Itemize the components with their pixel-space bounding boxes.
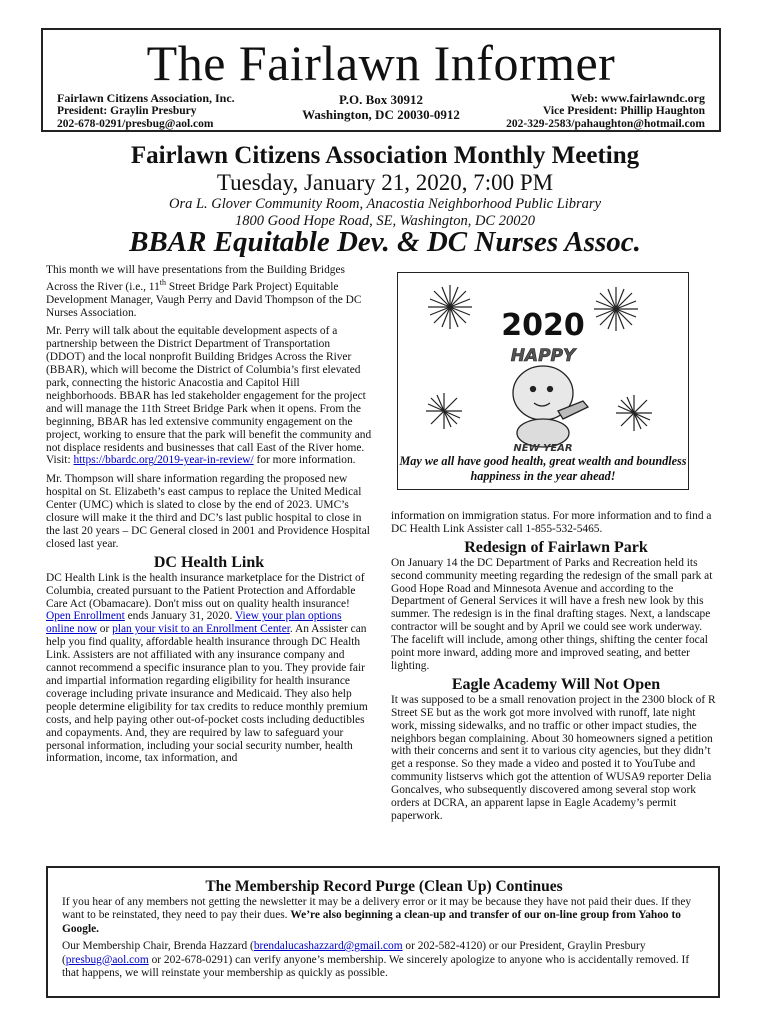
bbar-paragraph-3: Mr. Thompson will share information regarding the proposed new hospital on St. Elizabeth’s east campus to replace the United Medical Center (UMC) which is slated to close by the end of 2023. UMC’s closure will make it the third and DC’s last public hospital to close in the last 20 years – DC General closed in 2001 and Providence Hospital closed last year. bbox=[46, 473, 370, 550]
membership-paragraph-2: Our Membership Chair, Brenda Hazzard (brendalucashazzard@gmail.com or 202-582-4120) or our President, Graylin Presbury (presbug@aol.com or 202-678-0291) can verify anyone’s membership. We sincerely apologize to anyone who is accidentally removed. If that happens, we will reinstate your membership as quickly as possible. bbox=[62, 940, 690, 979]
city-zip: Washington, DC 20030-0912 bbox=[302, 107, 460, 122]
bbar-review-link[interactable]: https://bbardc.org/2019-year-in-review/ bbox=[73, 454, 254, 467]
baby-icon bbox=[513, 366, 588, 447]
dc-health-link-continued: information on immigration status. For more information and to find a DC Health Link Assister call 1-855-532-5465. bbox=[391, 510, 712, 535]
eagle-academy-paragraph: It was supposed to be a small renovation project in the 2300 block of R Street SE but as the work got more involved with runoff, late night work, missing sidewalks, and no traffic or other impact studies, the neighbors began complaining. About 30 homeowners signed a petition with their concerns and sent it to various city agencies, but they didn’t get a response. So they made a video and posted it to YouTube and community listservs which got the attention of WUSA9 reporter Delia Goncalves, who subsequently discovered among several stop work orders at DCRA, an apparent lapse in Eagle Academy’s permit paperwork. bbox=[391, 693, 716, 822]
vice-president-name: Vice President: Phillip Haughton bbox=[543, 105, 705, 117]
new-year-text: NEW YEAR bbox=[513, 443, 573, 454]
membership-content bbox=[62, 880, 706, 985]
membership-paragraph-1: If you hear of any members not getting the newsletter it may be a delivery error or it may be because they have not paid their dues. If they want to be reinstated, they need to pay their dues. We’re also beginning a clean-up and transfer of our on-line group from Yahoo to Google. bbox=[62, 895, 692, 935]
masthead bbox=[41, 28, 721, 132]
dc-health-link-heading: DC Health Link bbox=[153, 553, 265, 571]
vice-president-contact: 202-329-2583/pahaughton@hotmail.com bbox=[506, 118, 705, 130]
meeting-title: Fairlawn Citizens Association Monthly Meeting bbox=[130, 142, 640, 169]
year-text: 2020 bbox=[501, 308, 585, 343]
masthead-web-info bbox=[506, 92, 705, 131]
view-plan-options-link[interactable]: View your plan options online now bbox=[46, 610, 342, 636]
president-email-link[interactable]: presbug@aol.com bbox=[65, 953, 149, 966]
po-box: P.O. Box 30912 bbox=[338, 92, 424, 107]
fairlawn-park-paragraph: On January 14 the DC Department of Parks and Recreation held its second community meeting regarding the redesign of the small park at Good Hope Road and Minnesota Avenue and according to the Department of General Services it will have a fresh new look by this summer. The redesign is in the final drafting stages. Next, a landscape contractor will be sought and by April we could see work underway. The facelift will include, among other things, shifting the center focal point more inward, adding more and improved seating, and better lighting. bbox=[391, 556, 713, 672]
membership-box bbox=[46, 866, 720, 998]
newsletter-title: The Fairlawn Informer bbox=[146, 35, 616, 91]
meeting-location-room: Ora L. Glover Community Room, Anacostia Neighborhood Public Library bbox=[168, 196, 602, 212]
eagle-academy-heading: Eagle Academy Will Not Open bbox=[451, 675, 661, 693]
enrollment-center-link[interactable]: plan your visit to an Enrollment Center bbox=[112, 623, 290, 636]
bbar-paragraph-2: Mr. Perry will talk about the equitable development aspects of a partnership between the District Department of Transportation (DDOT) and the local nonprofit Building Bridges Across the River (BBAR), which will become the District of Columbia’s first elevated park, connecting the historic Anacostia and Capitol Hill neighborhoods. BBAR has led stakeholder engagement for the project and will manage the 11th Street Bridge Park when it opens. From the beginning, BBAR has led extensive community engagement on the project, working to ensure that the park will benefit the community and not displace residents and businesses that call East of the River home. Visit: https://bbardc.org/2019-year-in-review/ for more information. bbox=[46, 325, 372, 467]
left-column bbox=[46, 264, 372, 771]
bbar-paragraph-1: This month we will have presentations from the Building Bridges Across the River (i.e., 11th Street Bridge Park Project) Equitable Development Manager, Vaugh Perry and David Thompson of the DC Nurses Association. bbox=[46, 264, 362, 319]
main-headline: BBAR Equitable Dev. & DC Nurses Assoc. bbox=[129, 226, 641, 258]
fairlawn-park-heading: Redesign of Fairlawn Park bbox=[464, 538, 648, 556]
image-caption: May we all have good health, great wealth and boundless happiness in the year ahead! bbox=[399, 454, 687, 483]
membership-heading: The Membership Record Purge (Clean Up) Continues bbox=[205, 878, 563, 895]
open-enrollment-link[interactable]: Open Enrollment bbox=[46, 610, 125, 623]
meeting-date: Tuesday, January 21, 2020, 7:00 PM bbox=[216, 170, 554, 195]
happy-text: HAPPY bbox=[510, 346, 576, 366]
meeting-location-address: 1800 Good Hope Road, SE, Washington, DC 20020 bbox=[235, 213, 535, 229]
website: Web: www.fairlawndc.org bbox=[570, 91, 705, 105]
dc-health-link-paragraph: DC Health Link is the health insurance marketplace for the District of Columbia, created pursuant to the Patient Protection and Affordable Care Act (Obamacare). Don't miss out on quality health insurance! Open Enrollment ends January 31, 2020. View your plan options online now or plan your visit to an Enrollment Center. An Assister can help you find quality, affordable health insurance through DC Health Link. Assisters are not affiliated with any insurance company and cannot recommend a specific insurance plan to you. They provide fair and impartial information regarding eligibility for health insurance coverage including private insurance and Medicaid. They also help people determine eligibility for tax credits to reduce monthly premium costs, and help paying other out-of-pocket costs including deductibles and copayments. And, they are required by law to safeguard your personal information, including your social security number, health information, income, tax information, and bbox=[46, 571, 368, 765]
right-column bbox=[391, 510, 721, 829]
membership-chair-email-link[interactable]: brendalucashazzard@gmail.com bbox=[253, 940, 403, 952]
meeting-location bbox=[0, 196, 770, 230]
president-contact: 202-678-0291/presbug@aol.com bbox=[57, 118, 214, 130]
president-name: President: Graylin Presbury bbox=[57, 105, 197, 117]
association-name: Fairlawn Citizens Association, Inc. bbox=[57, 91, 235, 105]
